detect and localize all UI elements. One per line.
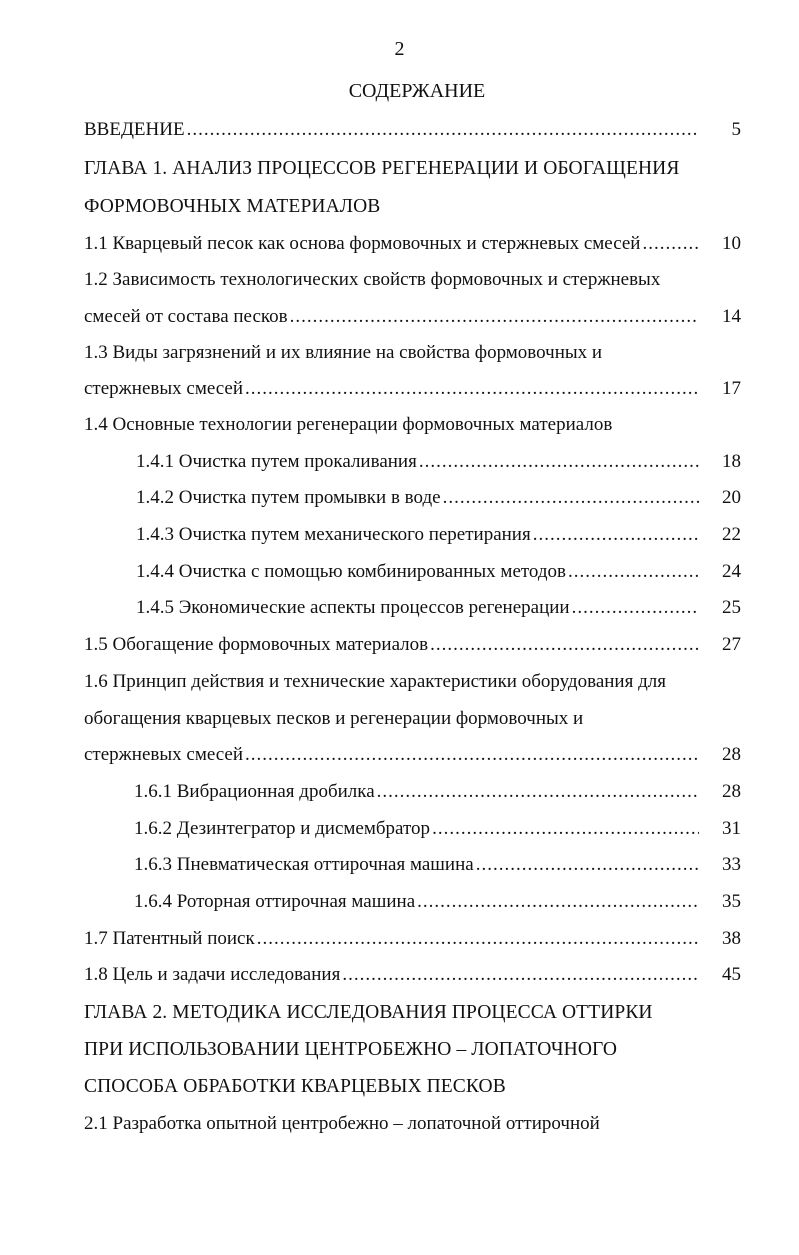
toc-entry-1-2 — [84, 305, 741, 329]
toc-entry-page: 18 — [722, 451, 741, 472]
toc-entry-1-6 — [84, 743, 741, 767]
toc-entry-page: 5 — [731, 119, 741, 140]
toc-entry-label: 1.4.5 Экономические аспекты процессов регенерации — [136, 597, 570, 618]
toc-entry-1-4-5 — [136, 596, 741, 620]
toc-entry-page: 28 — [722, 744, 741, 765]
toc-entry-page: 33 — [722, 854, 741, 875]
toc-entry-1-3 — [84, 377, 741, 401]
toc-entry-1-4-2 — [136, 486, 741, 510]
dot-leader — [290, 305, 699, 329]
toc-entry-label: ВВЕДЕНИЕ — [84, 119, 185, 140]
toc-entry-page: 38 — [722, 928, 741, 949]
toc-entry-label: 1.4.3 Очистка путем механического перетирания — [136, 524, 531, 545]
toc-entry-page: 17 — [722, 378, 741, 399]
toc-entry-label: стержневых смесей — [84, 744, 244, 765]
toc-entry-label: 1.7 Патентный поиск — [84, 928, 255, 949]
toc-entry-1-6-3 — [134, 853, 741, 877]
dot-leader — [572, 596, 699, 620]
toc-entry-label: 1.6.3 Пневматическая оттирочная машина — [134, 854, 474, 875]
dot-leader — [568, 560, 699, 584]
toc-entry-1-5 — [84, 633, 741, 657]
toc-entry-page: 28 — [722, 781, 741, 802]
dot-leader — [187, 118, 699, 142]
toc-entry-1-6-line2: обогащения кварцевых песков и регенерации формовочных и — [84, 708, 584, 729]
dot-leader — [430, 633, 699, 657]
chapter-2-heading-line1: ГЛАВА 2. МЕТОДИКА ИССЛЕДОВАНИЯ ПРОЦЕССА ОТТИРКИ — [84, 1002, 653, 1023]
toc-entry-page: 45 — [722, 964, 741, 985]
dot-leader — [245, 377, 699, 401]
toc-entry-1-6-2 — [134, 817, 741, 841]
toc-entry-2-1-line1: 2.1 Разработка опытной центробежно – лопаточной оттирочной — [84, 1113, 600, 1134]
page-title: СОДЕРЖАНИЕ — [348, 80, 486, 102]
toc-entry-1-4: 1.4 Основные технологии регенерации формовочных материалов — [84, 414, 613, 435]
dot-leader — [443, 486, 699, 510]
dot-leader — [419, 450, 699, 474]
toc-entry-1-4-3 — [136, 523, 741, 547]
dot-leader — [417, 890, 699, 914]
chapter-2-heading-line3: СПОСОБА ОБРАБОТКИ КВАРЦЕВЫХ ПЕСКОВ — [84, 1076, 506, 1097]
dot-leader — [245, 743, 699, 767]
dot-leader — [342, 963, 699, 987]
toc-entry-1-6-line1: 1.6 Принцип действия и технические характеристики оборудования для — [84, 671, 666, 692]
toc-entry-page: 20 — [722, 487, 741, 508]
toc-entry-1-4-4 — [136, 560, 741, 584]
toc-entry-1-6-1 — [134, 780, 741, 804]
chapter-1-heading-line2: ФОРМОВОЧНЫХ МАТЕРИАЛОВ — [84, 196, 381, 217]
dot-leader — [377, 780, 699, 804]
toc-entry-page: 31 — [722, 818, 741, 839]
page-number: 2 — [394, 38, 405, 60]
toc-entry-page: 25 — [722, 597, 741, 618]
toc-entry-1-3-line1: 1.3 Виды загрязнений и их влияние на свойства формовочных и — [84, 342, 603, 363]
toc-entry-page: 22 — [722, 524, 741, 545]
toc-entry-label: 1.6.2 Дезинтегратор и дисмембратор — [134, 818, 431, 839]
chapter-2-heading-line2: ПРИ ИСПОЛЬЗОВАНИИ ЦЕНТРОБЕЖНО – ЛОПАТОЧНОГО — [84, 1039, 618, 1060]
toc-entry-label: смесей от состава песков — [84, 306, 288, 327]
toc-entry-1-7 — [84, 927, 741, 951]
toc-entry-1-2-line1: 1.2 Зависимость технологических свойств формовочных и стержневых — [84, 269, 661, 290]
dot-leader — [432, 817, 699, 841]
chapter-1-heading-line1: ГЛАВА 1. АНАЛИЗ ПРОЦЕССОВ РЕГЕНЕРАЦИИ И ОБОГАЩЕНИЯ — [84, 158, 680, 179]
toc-entry-label: 1.4.4 Очистка с помощью комбинированных методов — [136, 561, 567, 582]
toc-entry-1-8 — [84, 963, 741, 987]
dot-leader — [642, 232, 699, 256]
toc-entry-page: 35 — [722, 891, 741, 912]
toc-entry-page: 24 — [722, 561, 741, 582]
toc-entry-label: 1.4.2 Очистка путем промывки в воде — [136, 487, 441, 508]
toc-entry-label: 1.4.1 Очистка путем прокаливания — [136, 451, 417, 472]
dot-leader — [476, 853, 699, 877]
dot-leader — [257, 927, 699, 951]
toc-entry-label: 1.6.1 Вибрационная дробилка — [134, 781, 375, 802]
toc-entry-label: 1.5 Обогащение формовочных материалов — [84, 634, 429, 655]
toc-entry-page: 14 — [722, 306, 741, 327]
toc-entry-page: 10 — [722, 233, 741, 254]
dot-leader — [533, 523, 699, 547]
toc-entry-label: стержневых смесей — [84, 378, 244, 399]
toc-entry-label: 1.8 Цель и задачи исследования — [84, 964, 341, 985]
toc-entry-page: 27 — [722, 634, 741, 655]
toc-entry-label: 1.1 Кварцевый песок как основа формовочных и стержневых смесей — [84, 233, 641, 254]
toc-entry-1-6-4 — [134, 890, 741, 914]
toc-entry-1-1 — [84, 232, 741, 256]
toc-entry-label: 1.6.4 Роторная оттирочная машина — [134, 891, 416, 912]
toc-entry-1-4-1 — [136, 450, 741, 474]
toc-entry-intro — [84, 118, 741, 142]
